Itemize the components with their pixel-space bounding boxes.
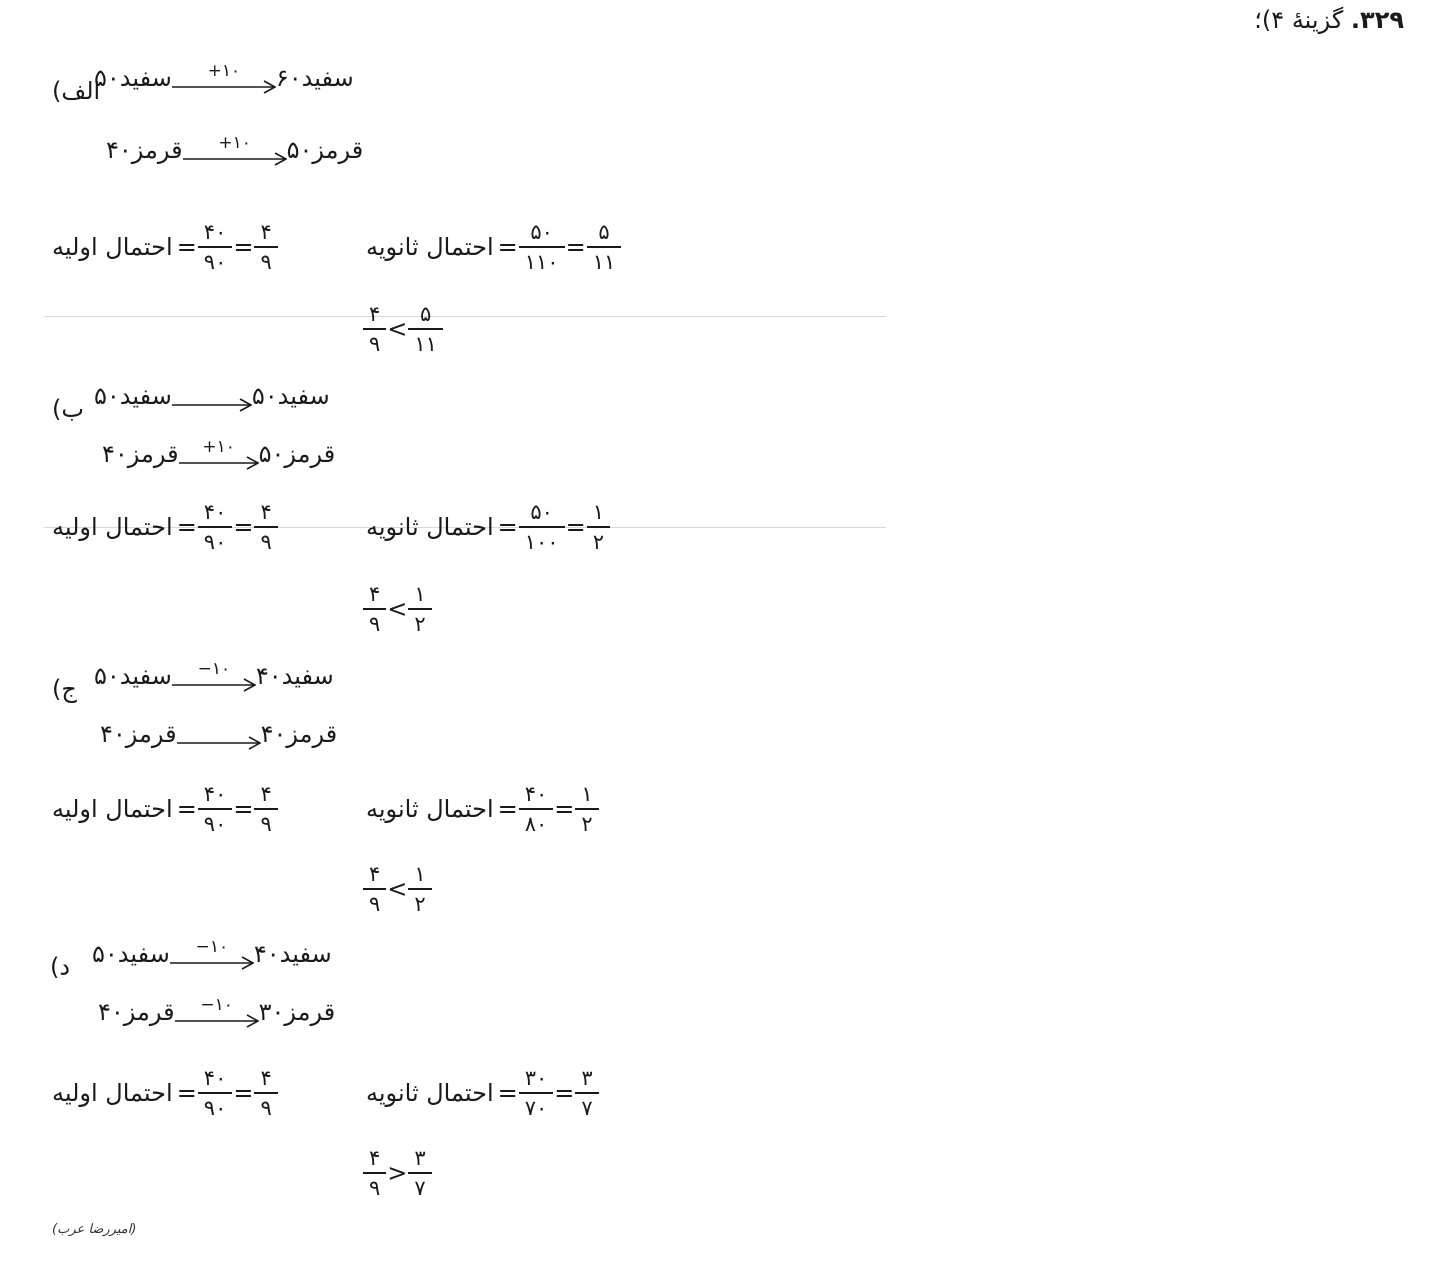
secondary-probability-fraction-full-bar xyxy=(519,526,565,528)
probability-comparison xyxy=(366,582,429,636)
secondary-probability-fraction-reduced xyxy=(590,220,619,274)
comparison-left-fraction xyxy=(366,582,383,636)
secondary-probability-fraction-reduced-bar xyxy=(587,526,610,528)
comparison-left-fraction-denominator: ۹ xyxy=(369,612,381,636)
red-transition-operation: +۱۰ xyxy=(218,133,251,153)
initial-probability-equals-2: = xyxy=(233,233,254,261)
secondary-probability-equals-2: = xyxy=(554,1079,575,1107)
comparison-left-fraction-numerator: ۴ xyxy=(369,582,381,606)
secondary-probability xyxy=(366,220,618,274)
comparison-right-fraction-denominator: ۷ xyxy=(414,1176,426,1200)
initial-probability-equals: = xyxy=(176,795,197,823)
probability-comparison xyxy=(366,862,429,916)
white-transition xyxy=(90,380,336,412)
initial-probability-label: احتمال اولیه xyxy=(52,513,173,541)
white-transition-to: ۶۰سفید xyxy=(275,64,354,92)
secondary-probability-equals: = xyxy=(497,795,518,823)
probability-comparison xyxy=(366,1146,429,1200)
secondary-probability-fraction-reduced-bar xyxy=(575,808,598,810)
comparison-left-fraction-denominator: ۹ xyxy=(369,892,381,916)
white-transition xyxy=(90,660,340,692)
secondary-probability-fraction-full xyxy=(522,782,551,836)
right-arrow-icon xyxy=(179,456,259,470)
initial-probability-fraction-full xyxy=(201,782,230,836)
right-arrow-icon xyxy=(177,736,261,750)
comparison-right-fraction-bar xyxy=(408,328,443,330)
white-transition-from: ۵۰سفید xyxy=(92,940,170,968)
secondary-probability-fraction-full-bar xyxy=(519,808,554,810)
red-transition-from: ۴۰قرمز xyxy=(100,720,177,748)
comparison-right-fraction-bar xyxy=(408,888,431,890)
secondary-probability-equals: = xyxy=(497,233,518,261)
white-transition-to: ۵۰سفید xyxy=(251,382,330,410)
red-transition-operation: +۱۰ xyxy=(202,437,235,457)
secondary-probability xyxy=(366,1066,596,1120)
right-arrow-icon xyxy=(170,956,254,970)
initial-probability-fraction-reduced xyxy=(257,500,274,554)
red-transition-from: ۴۰قرمز xyxy=(106,136,183,164)
comparison-left-fraction xyxy=(366,1146,383,1200)
white-transition-operation: −۱۰ xyxy=(197,659,231,679)
secondary-probability-fraction-reduced xyxy=(578,1066,595,1120)
comparison-left-fraction-numerator: ۴ xyxy=(369,1146,381,1170)
white-transition-from: ۵۰سفید xyxy=(94,382,172,410)
initial-probability-equals-2: = xyxy=(233,1079,254,1107)
comparison-right-fraction xyxy=(411,1146,428,1200)
part-label: (ج xyxy=(52,675,77,703)
secondary-probability-fraction-reduced-denominator: ۲ xyxy=(581,812,593,836)
part-label: (ب xyxy=(52,395,84,423)
secondary-probability-equals-2: = xyxy=(565,233,586,261)
comparison-right-fraction-numerator: ۱ xyxy=(414,862,426,886)
secondary-probability-fraction-reduced-bar xyxy=(575,1092,598,1094)
question-number: ۳۲۹. xyxy=(1350,6,1404,34)
red-transition xyxy=(102,134,369,166)
initial-probability-equals-2: = xyxy=(233,795,254,823)
secondary-probability-fraction-reduced-numerator: ۱ xyxy=(592,500,604,524)
initial-probability-fraction-reduced-denominator: ۹ xyxy=(260,812,272,836)
initial-probability-fraction-full-numerator: ۴۰ xyxy=(203,500,227,524)
white-transition-arrow xyxy=(170,938,254,970)
red-transition xyxy=(94,996,341,1028)
secondary-probability-fraction-full-numerator: ۵۰ xyxy=(530,500,553,524)
initial-probability-fraction-reduced-denominator: ۹ xyxy=(260,530,272,554)
initial-probability-fraction-reduced-numerator: ۴ xyxy=(260,782,272,806)
secondary-probability-fraction-reduced-denominator: ۱۱ xyxy=(592,250,616,274)
secondary-probability-label: احتمال ثانویه xyxy=(366,795,494,823)
initial-probability-fraction-reduced-denominator: ۹ xyxy=(260,250,272,274)
initial-probability-fraction-full xyxy=(201,1066,230,1120)
initial-probability-fraction-reduced xyxy=(257,782,274,836)
red-transition-operation: −۱۰ xyxy=(200,995,233,1015)
comparison-right-fraction xyxy=(411,302,440,356)
comparison-sign: > xyxy=(387,1159,408,1187)
initial-probability-fraction-reduced-bar xyxy=(254,246,277,248)
secondary-probability-fraction-reduced-numerator: ۱ xyxy=(581,782,593,806)
comparison-right-fraction-bar xyxy=(408,608,431,610)
initial-probability-fraction-full-numerator: ۴۰ xyxy=(203,220,227,244)
secondary-probability-equals: = xyxy=(497,1079,518,1107)
comparison-sign: < xyxy=(387,315,408,343)
comparison-left-fraction-denominator: ۹ xyxy=(369,332,381,356)
secondary-probability-equals-2: = xyxy=(554,795,575,823)
initial-probability-fraction-reduced-numerator: ۴ xyxy=(260,500,272,524)
white-transition-operation: −۱۰ xyxy=(195,937,229,957)
white-transition-operation xyxy=(209,380,214,398)
red-transition-to: ۳۰قرمز xyxy=(258,998,336,1026)
white-transition-to: ۴۰سفید xyxy=(253,940,332,968)
secondary-probability-equals-2: = xyxy=(565,513,586,541)
initial-probability-fraction-full-numerator: ۴۰ xyxy=(203,782,227,806)
initial-probability-fraction-full-denominator: ۹۰ xyxy=(203,530,227,554)
red-transition-arrow xyxy=(183,134,287,166)
right-arrow-icon xyxy=(175,1014,259,1028)
initial-probability-fraction-full-numerator: ۴۰ xyxy=(203,1066,227,1090)
white-transition xyxy=(90,62,360,94)
initial-probability-fraction-reduced xyxy=(257,220,274,274)
secondary-probability-equals: = xyxy=(497,513,518,541)
right-arrow-icon xyxy=(172,398,252,412)
secondary-probability-label: احتمال ثانویه xyxy=(366,1079,494,1107)
comparison-right-fraction-denominator: ۱۱ xyxy=(414,332,437,356)
initial-probability-fraction-full-denominator: ۹۰ xyxy=(203,250,227,274)
white-transition-operation: +۱۰ xyxy=(207,61,241,81)
red-transition-to: ۴۰قرمز xyxy=(260,720,338,748)
comparison-sign: < xyxy=(387,875,408,903)
part-label: (الف xyxy=(52,77,101,105)
white-transition xyxy=(88,938,338,970)
initial-probability-label: احتمال اولیه xyxy=(52,233,173,261)
red-transition-from: ۴۰قرمز xyxy=(102,440,179,468)
red-transition-to: ۵۰قرمز xyxy=(286,136,364,164)
initial-probability-fraction-reduced-numerator: ۴ xyxy=(260,1066,272,1090)
probability-comparison xyxy=(366,302,440,356)
initial-probability-fraction-full xyxy=(201,220,230,274)
right-arrow-icon xyxy=(183,152,287,166)
initial-probability-fraction-reduced-numerator: ۴ xyxy=(260,220,272,244)
comparison-right-fraction xyxy=(411,862,428,916)
initial-probability-equals: = xyxy=(176,513,197,541)
secondary-probability-fraction-full-numerator: ۴۰ xyxy=(524,782,548,806)
answer-option: گزینهٔ ۴)؛ xyxy=(1254,6,1344,34)
comparison-right-fraction-numerator: ۳ xyxy=(414,1146,426,1170)
initial-probability-fraction-full-denominator: ۹۰ xyxy=(203,1096,227,1120)
initial-probability-fraction-full-bar xyxy=(198,526,233,528)
comparison-right-fraction xyxy=(411,582,428,636)
secondary-probability-label: احتمال ثانویه xyxy=(366,233,494,261)
initial-probability-fraction-reduced-bar xyxy=(254,526,277,528)
initial-probability-fraction-reduced-bar xyxy=(254,808,277,810)
red-transition xyxy=(98,438,341,470)
red-transition-arrow xyxy=(179,438,259,470)
comparison-right-fraction-denominator: ۲ xyxy=(414,612,426,636)
part-label: (د xyxy=(50,953,71,981)
initial-probability-fraction-full-denominator: ۹۰ xyxy=(203,812,227,836)
comparison-left-fraction-denominator: ۹ xyxy=(369,1176,381,1200)
secondary-probability-label: احتمال ثانویه xyxy=(366,513,494,541)
comparison-right-fraction-numerator: ۵ xyxy=(420,302,432,326)
initial-probability-equals-2: = xyxy=(233,513,254,541)
secondary-probability-fraction-reduced-denominator: ۲ xyxy=(592,530,604,554)
initial-probability-equals: = xyxy=(176,1079,197,1107)
initial-probability xyxy=(52,1066,275,1120)
red-transition xyxy=(96,718,343,750)
secondary-probability-fraction-full-numerator: ۵۰ xyxy=(530,220,553,244)
comparison-right-fraction-numerator: ۱ xyxy=(414,582,426,606)
secondary-probability-fraction-reduced xyxy=(578,782,595,836)
comparison-left-fraction-numerator: ۴ xyxy=(369,302,381,326)
initial-probability xyxy=(52,220,275,274)
secondary-probability-fraction-reduced-numerator: ۳ xyxy=(581,1066,593,1090)
red-transition-operation xyxy=(216,718,221,736)
author-signature: (امیررضا عرب) xyxy=(52,1222,137,1237)
secondary-probability xyxy=(366,500,607,554)
comparison-right-fraction-bar xyxy=(408,1172,431,1174)
right-arrow-icon xyxy=(172,678,256,692)
secondary-probability-fraction-full-denominator: ۱۱۰ xyxy=(524,250,559,274)
red-transition-from: ۴۰قرمز xyxy=(98,998,175,1026)
comparison-right-fraction-denominator: ۲ xyxy=(414,892,426,916)
white-transition-from: ۵۰سفید xyxy=(94,662,172,690)
initial-probability-equals: = xyxy=(176,233,197,261)
initial-probability-fraction-reduced-bar xyxy=(254,1092,277,1094)
white-transition-from: ۵۰سفید xyxy=(94,64,172,92)
secondary-probability-fraction-reduced xyxy=(590,500,607,554)
initial-probability-fraction-full-bar xyxy=(198,246,233,248)
initial-probability-fraction-reduced xyxy=(257,1066,274,1120)
question-header xyxy=(1254,6,1404,34)
initial-probability xyxy=(52,782,275,836)
white-transition-arrow xyxy=(172,380,252,412)
white-transition-to: ۴۰سفید xyxy=(255,662,334,690)
secondary-probability-fraction-full xyxy=(522,220,562,274)
comparison-left-fraction xyxy=(366,862,383,916)
white-transition-arrow xyxy=(172,62,276,94)
comparison-left-fraction xyxy=(366,302,383,356)
initial-probability-fraction-full xyxy=(201,500,230,554)
secondary-probability-fraction-full-bar xyxy=(519,246,565,248)
red-transition-to: ۵۰قرمز xyxy=(258,440,336,468)
secondary-probability-fraction-full-numerator: ۳۰ xyxy=(524,1066,548,1090)
comparison-sign: < xyxy=(387,595,408,623)
initial-probability-fraction-full-bar xyxy=(198,1092,233,1094)
initial-probability-label: احتمال اولیه xyxy=(52,1079,173,1107)
comparison-left-fraction-numerator: ۴ xyxy=(369,862,381,886)
secondary-probability-fraction-full-denominator: ۸۰ xyxy=(524,812,548,836)
secondary-probability xyxy=(366,782,596,836)
initial-probability-label: احتمال اولیه xyxy=(52,795,173,823)
secondary-probability-fraction-reduced-denominator: ۷ xyxy=(581,1096,593,1120)
right-arrow-icon xyxy=(172,80,276,94)
secondary-probability-fraction-reduced-numerator: ۵ xyxy=(598,220,610,244)
secondary-probability-fraction-full xyxy=(522,500,562,554)
red-transition-arrow xyxy=(177,718,261,750)
initial-probability-fraction-full-bar xyxy=(198,808,233,810)
secondary-probability-fraction-full-denominator: ۱۰۰ xyxy=(524,530,559,554)
white-transition-arrow xyxy=(172,660,256,692)
initial-probability-fraction-reduced-denominator: ۹ xyxy=(260,1096,272,1120)
scan-line xyxy=(44,316,886,317)
red-transition-arrow xyxy=(175,996,259,1028)
secondary-probability-fraction-full-bar xyxy=(519,1092,554,1094)
secondary-probability-fraction-full-denominator: ۷۰ xyxy=(524,1096,548,1120)
secondary-probability-fraction-reduced-bar xyxy=(587,246,622,248)
secondary-probability-fraction-full xyxy=(522,1066,551,1120)
initial-probability xyxy=(52,500,275,554)
